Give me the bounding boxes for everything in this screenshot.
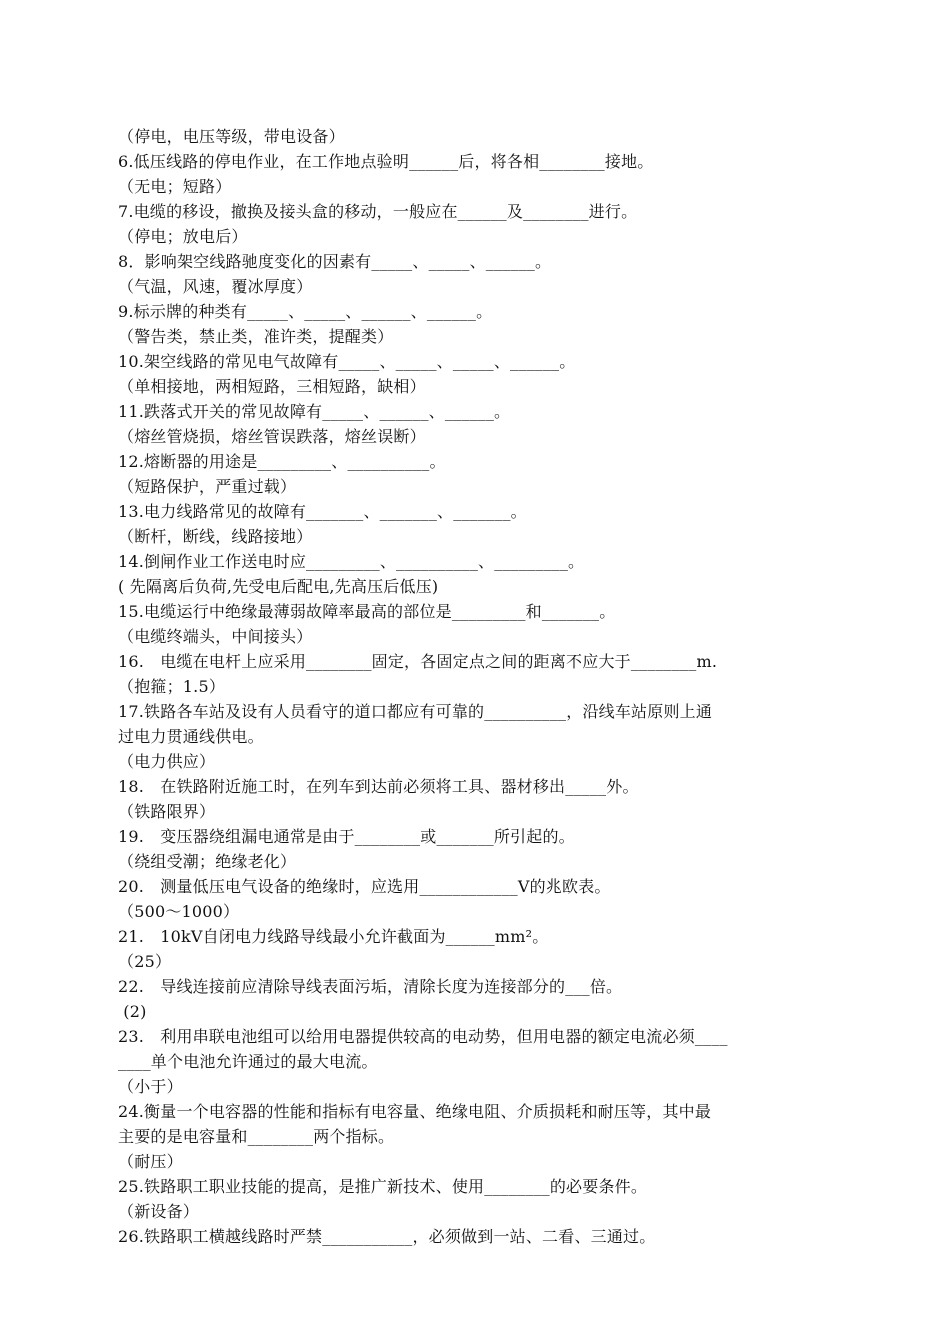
answer-line: （断杆，断线，线路接地） (118, 527, 313, 546)
question-line: 20. 测量低压电气设备的绝缘时，应选用____________V的兆欧表。 (118, 877, 611, 896)
answer-line: （耐压） (118, 1152, 183, 1171)
answer-line: （短路保护，严重过载） (118, 477, 297, 496)
document-body (118, 124, 838, 1249)
answer-line: （电力供应） (118, 752, 216, 771)
answer-line: （停电，电压等级，带电设备） (118, 127, 345, 146)
question-line: 19. 变压器绕组漏电通常是由于________或_______所引起的。 (118, 827, 575, 846)
question-line: 25.铁路职工职业技能的提高，是推广新技术、使用________的必要条件。 (118, 1177, 648, 1196)
question-line: 8．影响架空线路驰度变化的因素有_____、_____、______。 (118, 252, 552, 271)
question-line: 12.熔断器的用途是_________、__________。 (118, 452, 446, 471)
answer-line: （无电；短路） (118, 177, 232, 196)
answer-line: （25） (118, 952, 172, 971)
question-line: 23. 利用串联电池组可以给用电器提供较高的电动势，但用电器的额定电流必须____ (118, 1027, 728, 1046)
answer-line: （气温，风速，覆冰厚度） (118, 277, 313, 296)
question-line: 17.铁路各车站及设有人员看守的道口都应有可靠的__________，沿线车站原则上通 (118, 702, 713, 721)
answer-line: （抱箍；1.5） (118, 677, 226, 696)
answer-line: （停电；放电后） (118, 227, 248, 246)
answer-line: （电缆终端头，中间接头） (118, 627, 313, 646)
question-line: 18. 在铁路附近施工时，在列车到达前必须将工具、器材移出_____外。 (118, 777, 639, 796)
question-line: 14.倒闸作业工作送电时应_________、__________、_________。 (118, 552, 585, 571)
question-line: 26.铁路职工横越线路时严禁___________，必须做到一站、二看、三通过。 (118, 1227, 656, 1246)
answer-line: （新设备） (118, 1202, 200, 1221)
answer-line: （熔丝管烧损，熔丝管误跌落，熔丝误断） (118, 427, 426, 446)
answer-line: （500～1000） (118, 902, 240, 921)
answer-line: （小于） (118, 1077, 183, 1096)
question-line: 11.跌落式开关的常见故障有_____、______、______。 (118, 402, 511, 421)
question-line: 16. 电缆在电杆上应采用________固定，各固定点之间的距离不应大于________m. (118, 652, 718, 671)
question-line: 7.电缆的移设，撤换及接头盒的移动，一般应在______及________进行。 (118, 202, 638, 221)
question-line: 15.电缆运行中绝缘最薄弱故障率最高的部位是_________和_______。 (118, 602, 616, 621)
question-line: 13.电力线路常见的故障有_______、_______、_______。 (118, 502, 527, 521)
question-line: 过电力贯通线供电。 (118, 727, 264, 746)
answer-line: (2) (118, 1002, 147, 1021)
answer-line: ( 先隔离后负荷,先受电后配电,先高压后低压) (118, 577, 439, 596)
question-line: ____单个电池允许通过的最大电流。 (118, 1052, 378, 1071)
answer-line: （绕组受潮；绝缘老化） (118, 852, 297, 871)
question-line: 主要的是电容量和________两个指标。 (118, 1127, 395, 1146)
question-line: 24.衡量一个电容器的性能和指标有电容量、绝缘电阻、介质损耗和耐压等，其中最 (118, 1102, 712, 1121)
question-line: 21. 10kV自闭电力线路导线最小允许截面为______mm²。 (118, 927, 549, 946)
question-line: 22. 导线连接前应清除导线表面污垢，清除长度为连接部分的___倍。 (118, 977, 623, 996)
question-line: 10.架空线路的常见电气故障有_____、_____、_____、______。 (118, 352, 576, 371)
answer-line: （铁路限界） (118, 802, 216, 821)
question-line: 6.低压线路的停电作业，在工作地点验明______后，将各相________接地。 (118, 152, 654, 171)
question-line: 9.标示牌的种类有_____、_____、______、______。 (118, 302, 493, 321)
answer-line: （警告类，禁止类，准许类，提醒类） (118, 327, 394, 346)
answer-line: （单相接地，两相短路，三相短路，缺相） (118, 377, 426, 396)
